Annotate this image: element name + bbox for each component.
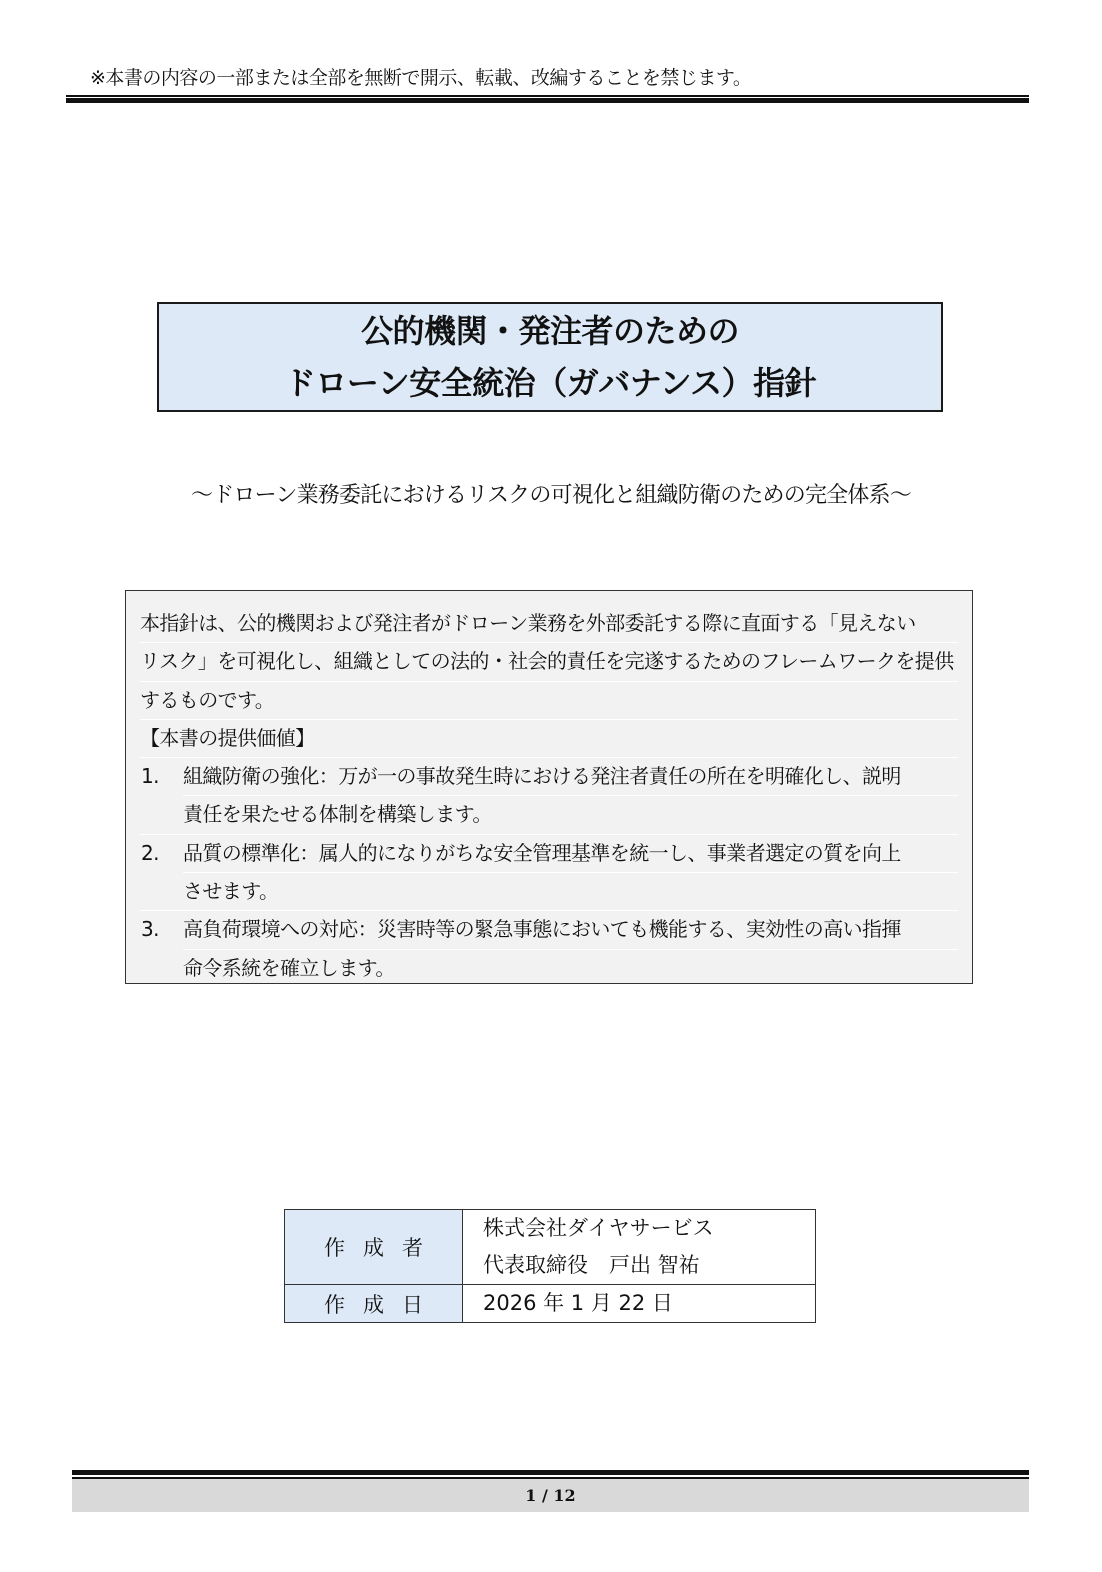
intro-line: するものです。 bbox=[140, 682, 958, 720]
representative-name: 代表取締役 戸出 智祐 bbox=[483, 1253, 700, 1277]
header-rule-thin bbox=[66, 95, 1029, 97]
date-value bbox=[463, 1285, 816, 1323]
author-table bbox=[284, 1209, 816, 1323]
value-item-line: 高負荷環境への対応：災害時等の緊急事態においても機能する、実効性の高い指揮 bbox=[183, 911, 958, 949]
value-item-3 bbox=[140, 911, 958, 988]
value-item-body bbox=[183, 911, 958, 988]
confidentiality-notice: ※本書の内容の一部または全部を無断で開示、転載、改編することを禁じます。 bbox=[90, 67, 752, 89]
value-item-line: 命令系統を確立します。 bbox=[183, 950, 958, 988]
title-line-1: 公的機関・発注者のための bbox=[360, 312, 739, 350]
summary-box bbox=[125, 590, 973, 984]
author-label: 作成者 bbox=[285, 1210, 463, 1285]
value-item-line: させます。 bbox=[183, 873, 958, 911]
value-item-1 bbox=[140, 758, 958, 835]
title-line-2: ドローン安全統治（ガバナンス）指針 bbox=[283, 364, 817, 402]
company-name: 株式会社ダイヤサービス bbox=[483, 1216, 714, 1240]
footer-rule-thick bbox=[72, 1470, 1029, 1475]
author-row bbox=[285, 1210, 816, 1285]
date-row bbox=[285, 1285, 816, 1323]
value-item-body bbox=[183, 835, 958, 912]
author-value-cell bbox=[463, 1210, 816, 1285]
value-item-number: 1. bbox=[140, 758, 183, 835]
document-title-box bbox=[157, 302, 943, 412]
value-item-line: 責任を果たせる体制を構築します。 bbox=[183, 796, 958, 834]
intro-line: リスク」を可視化し、組織としての法的・社会的責任を完遂するためのフレームワークを提供 bbox=[140, 643, 958, 681]
header-rule-thick bbox=[66, 98, 1029, 103]
document-subtitle: ～ドローン業務委託におけるリスクの可視化と組織防衛のための完全体系～ bbox=[191, 483, 911, 508]
value-item-body bbox=[183, 758, 958, 835]
intro-line: 本指針は、公的機関および発注者がドローン業務を外部委託する際に直面する「見えない bbox=[140, 605, 958, 643]
value-item-line: 組織防衛の強化：万が一の事故発生時における発注者責任の所在を明確化し、説明 bbox=[183, 758, 958, 796]
date-label: 作成日 bbox=[285, 1285, 463, 1323]
value-item-line: 品質の標準化：属人的になりがちな安全管理基準を統一し、事業者選定の質を向上 bbox=[183, 835, 958, 873]
value-item-number: 3. bbox=[140, 911, 183, 988]
value-item-number: 2. bbox=[140, 835, 183, 912]
page-number: 1 / 12 bbox=[72, 1479, 1029, 1512]
value-heading: 【本書の提供価値】 bbox=[140, 720, 958, 758]
creation-date: 2026 年 1 月 22 日 bbox=[483, 1291, 673, 1315]
value-item-2 bbox=[140, 835, 958, 912]
